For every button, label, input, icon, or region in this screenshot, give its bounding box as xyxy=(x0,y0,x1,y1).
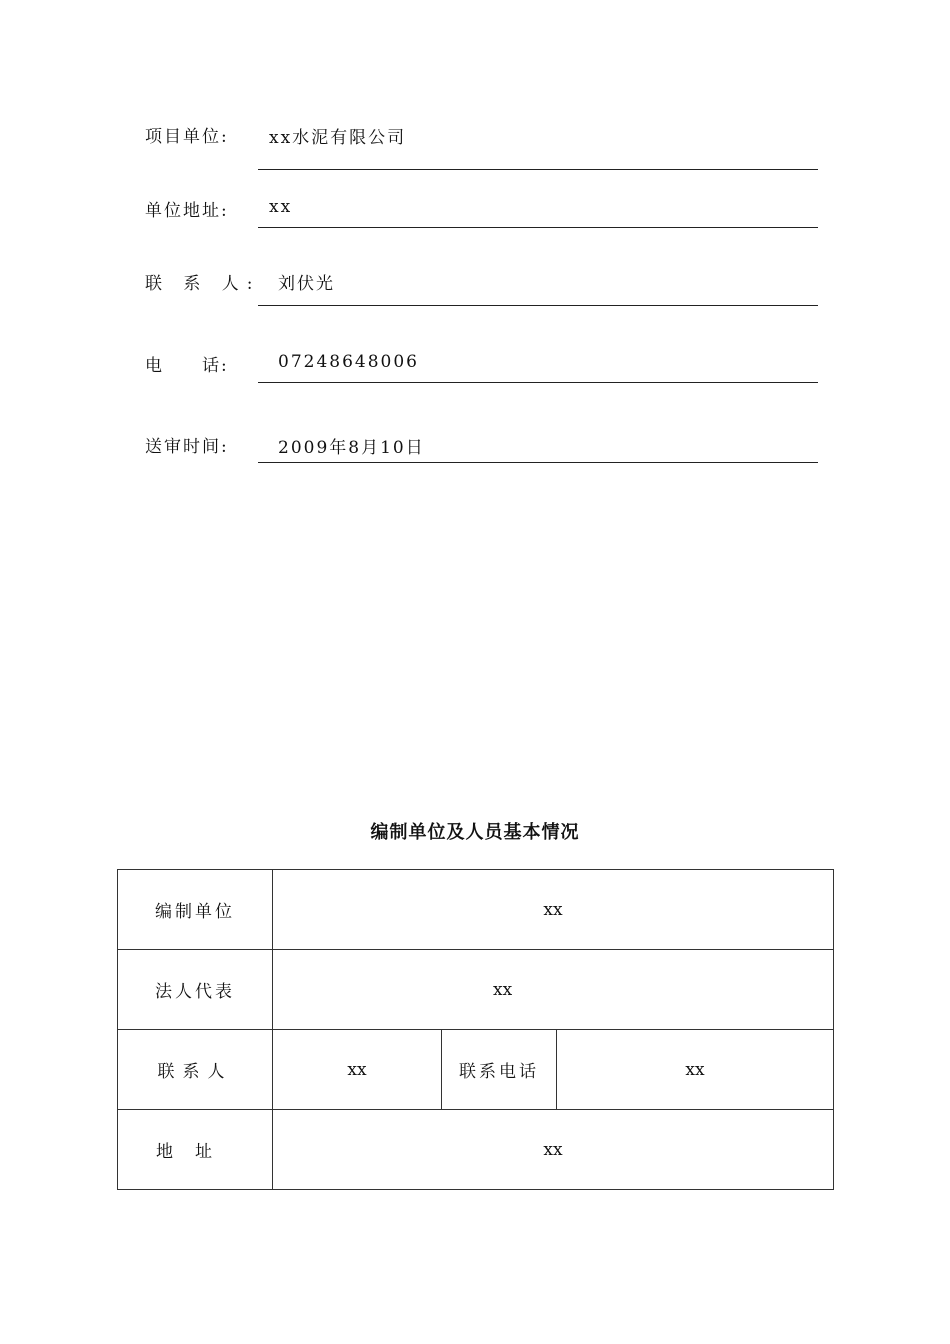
table-row xyxy=(118,1030,834,1110)
compiler-unit-value: xx xyxy=(273,870,834,950)
submission-time-label: 送审时间: xyxy=(145,437,229,457)
submission-time-value: 2009年8月10日 xyxy=(278,438,425,458)
contact-person-value: 刘伏光 xyxy=(278,274,335,294)
phone-underline xyxy=(258,382,818,383)
contact-person-label: 联 系 人: xyxy=(145,274,261,294)
table-row xyxy=(118,870,834,950)
unit-address-label: 单位地址: xyxy=(145,201,229,221)
info-row-project-unit xyxy=(145,122,820,162)
contact-phone-label: 联系电话 xyxy=(442,1030,557,1110)
legal-rep-label: 法人代表 xyxy=(118,950,273,1030)
compiler-info-table xyxy=(117,869,834,1190)
unit-address-value: xx xyxy=(269,197,293,217)
submission-time-underline xyxy=(258,462,818,463)
unit-address-underline xyxy=(258,227,818,228)
phone-value: 07248648006 xyxy=(278,352,419,372)
project-unit-underline xyxy=(258,169,818,170)
info-row-contact-person xyxy=(145,269,820,309)
table-row xyxy=(118,950,834,1030)
address-label: 地址 xyxy=(118,1110,273,1190)
project-unit-value: xx水泥有限公司 xyxy=(269,128,407,148)
compiler-unit-label: 编制单位 xyxy=(118,870,273,950)
contact-label: 联系人 xyxy=(118,1030,273,1110)
info-row-submission-time xyxy=(145,432,820,472)
contact-value: xx xyxy=(273,1030,442,1110)
info-row-unit-address xyxy=(145,196,820,236)
project-unit-label: 项目单位: xyxy=(145,127,229,147)
address-value: xx xyxy=(273,1110,834,1190)
section-title: 编制单位及人员基本情况 xyxy=(370,822,580,843)
phone-label: 电 话: xyxy=(145,356,229,376)
contact-phone-value: xx xyxy=(557,1030,834,1110)
info-row-phone xyxy=(145,351,820,391)
table-row xyxy=(118,1110,834,1190)
contact-person-underline xyxy=(258,305,818,306)
legal-rep-value: xx xyxy=(273,950,834,1030)
